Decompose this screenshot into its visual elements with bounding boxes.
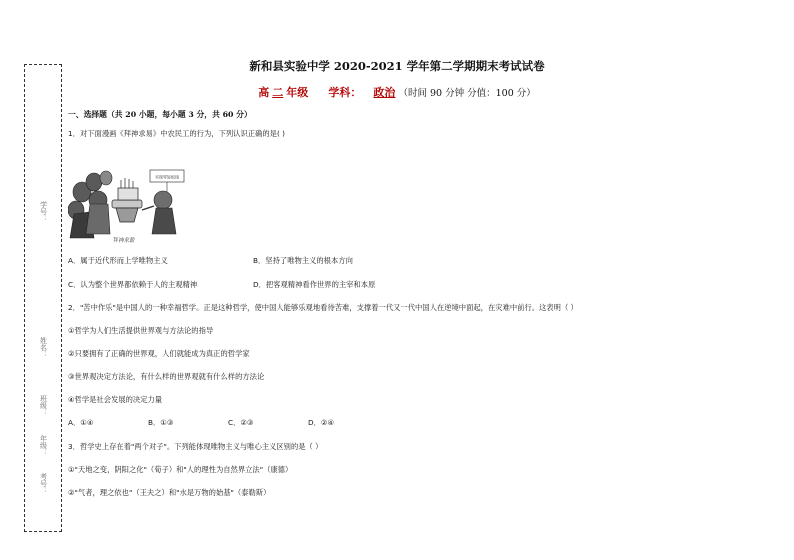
q2-item-3: ③世界观决定方法论，有什么样的世界观就有什么样的方法论 — [68, 372, 265, 381]
side-label-exam-no: 考号： — [39, 473, 48, 494]
q2-option-c: C．②③ — [228, 418, 254, 427]
q1-cartoon-image — [68, 148, 188, 244]
subject-name: 政治 — [373, 86, 396, 99]
exam-subtitle — [0, 84, 794, 100]
q2-option-a: A．①④ — [68, 418, 94, 427]
q3-stem: 3．哲学史上存在着"两个对子"。下列能体现唯物主义与唯心主义区别的是（ ） — [68, 442, 323, 451]
q2-item-2: ②只要拥有了正确的世界观，人们就能成为真正的哲学家 — [68, 349, 250, 358]
cartoon-caption: 拜神求薪 — [113, 238, 136, 244]
side-label-grade: 年级： — [39, 435, 48, 456]
grade-prefix: 高 — [258, 86, 270, 99]
side-label-student-no: 学号： — [39, 201, 48, 222]
q2-item-1: ①哲学为人们生活提供世界观与方法论的指导 — [68, 326, 214, 335]
binding-margin — [24, 64, 62, 532]
section-heading: 一、选择题（共 20 小题，每小题 3 分，共 60 分） — [68, 110, 252, 119]
grade-suffix: 年级 — [286, 86, 309, 99]
side-label-name: 姓名： — [39, 337, 48, 358]
q3-item-1: ①"天地之变，阴阳之化"（荀子）和"人的理性为自然界立法"（康德） — [68, 465, 293, 474]
exam-title: 新和县实验中学 2020-2021 学年第二学期期末考试试卷 — [249, 59, 545, 73]
q1-option-d: D．把客观精神看作世界的主宰和本原 — [253, 280, 376, 289]
q1-stem: 1．对下面漫画《拜神求易》中农民工的行为，下列认识正确的是( ) — [68, 129, 285, 138]
q2-option-d: D．②④ — [308, 418, 334, 427]
q1-option-a: A．属于近代形而上学唯物主义 — [68, 256, 168, 265]
q2-option-b: B．①③ — [148, 418, 174, 427]
q1-option-c: C．认为整个世界都依赖于人的主观精神 — [68, 280, 198, 289]
q2-item-4: ④哲学是社会发展的决定力量 — [68, 395, 163, 404]
side-label-class: 班级： — [39, 395, 48, 416]
exam-meta: （时间 90 分钟 分值：100 分） — [398, 88, 536, 99]
q2-stem: 2．"苦中作乐"是中国人的一种幸福哲学。正是这种哲学，使中国人能够乐观地看待苦难，支撑着一代又一代中国人在逆境中面起，在灾难中前行。这表明（ ） — [68, 303, 578, 312]
grade-number: 二 — [272, 86, 284, 99]
cartoon-sign-text: 实现零轻松钱 — [155, 174, 179, 180]
q1-option-b: B．坚持了唯物主义的根本方向 — [253, 256, 353, 265]
subject-label: 学科： — [328, 86, 362, 99]
q3-item-2: ②"气者，理之依也"（王夫之）和"水是万物的始基"（泰勒斯） — [68, 488, 271, 497]
